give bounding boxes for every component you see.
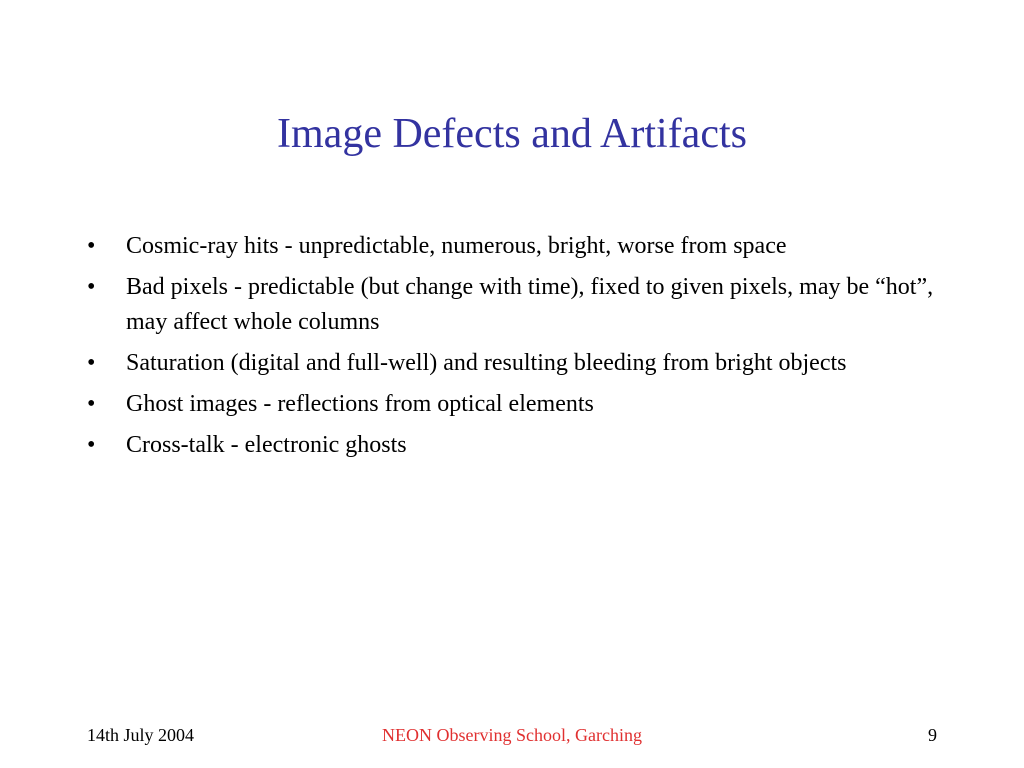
bullet-list [84,229,944,469]
bullet-item-bad-pixels [84,270,944,340]
bullet-icon: • [87,233,96,259]
bullet-text: Bad pixels - predictable (but change with time), fixed to given pixels, may be “hot”, may affect whole columns [126,274,934,335]
footer-event-name: NEON Observing School, Garching [382,725,642,745]
footer-date: 14th July 2004 [87,725,195,745]
bullet-icon: • [87,274,96,300]
bullet-text: Saturation (digital and full-well) and resulting bleeding from bright objects [126,350,847,376]
bullet-text: Cross-talk - electronic ghosts [126,432,407,458]
footer-page-number: 9 [928,725,937,745]
bullet-item-saturation [84,346,944,381]
bullet-text: Ghost images - reflections from optical elements [126,391,594,417]
slide-title: Image Defects and Artifacts [277,111,747,157]
bullet-item-cross-talk [84,428,944,463]
bullet-icon: • [87,391,96,417]
bullet-icon: • [87,350,96,376]
bullet-text: Cosmic-ray hits - unpredictable, numerous, bright, worse from space [126,233,787,259]
bullet-icon: • [87,432,96,458]
bullet-item-ghost-images [84,387,944,422]
bullet-item-cosmic-rays [84,229,944,264]
